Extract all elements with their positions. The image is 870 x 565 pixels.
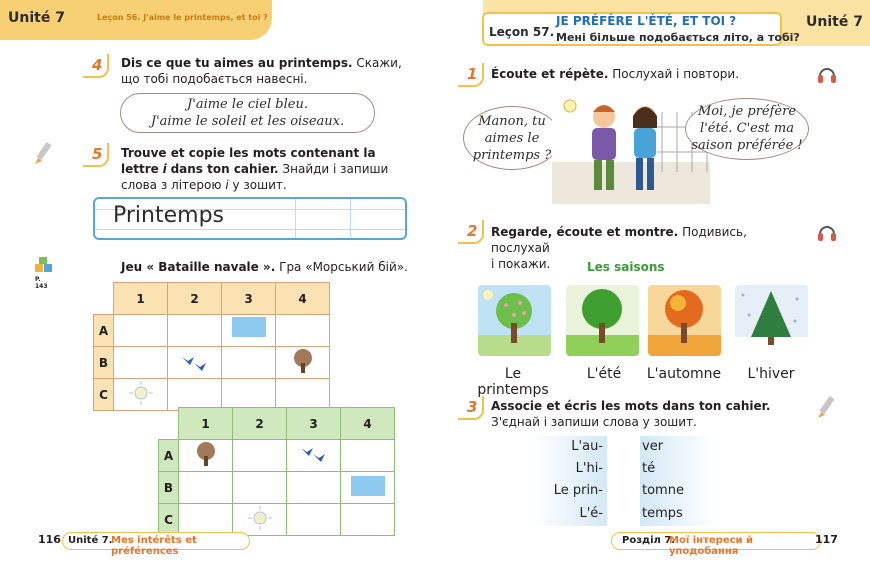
- grid1-cell[interactable]: [276, 315, 330, 347]
- ex5-title-end: dans ton cahier.: [170, 162, 279, 176]
- bubble-left-line2: aimes le: [484, 131, 540, 146]
- ex3-title: Associe et écris les mots dans ton cahier.: [491, 399, 771, 413]
- summer-tree-icon[interactable]: [566, 285, 639, 356]
- match-left-1[interactable]: L'au-: [571, 439, 603, 454]
- game-title: Jeu « Bataille navale ».: [121, 260, 276, 274]
- grid2-cell[interactable]: [179, 504, 233, 536]
- unit-label: Unité 7: [8, 10, 65, 26]
- battleship-grid-2: [158, 407, 395, 536]
- footer-title-left: Mes intérêts et préférences: [111, 535, 197, 557]
- ex5-title-letter: i: [162, 162, 167, 176]
- tree-icon: [191, 441, 221, 467]
- lesson-number: Leçon 57.: [489, 25, 555, 39]
- grid2-col-2: 2: [233, 408, 287, 440]
- grid2-cell[interactable]: [341, 504, 395, 536]
- match-left-3[interactable]: Le prin-: [553, 483, 603, 498]
- ex4-instruction: [121, 55, 411, 87]
- bubble-left-line1: Manon, tu: [478, 114, 546, 129]
- lesson-subtitle: Мені більше подобається літо, а тобі?: [556, 31, 800, 44]
- match-right-2[interactable]: té: [642, 461, 656, 476]
- bubble-right-line3: saison préférée !: [691, 138, 803, 153]
- grid1-cell[interactable]: [114, 315, 168, 347]
- page-ref-badge: [34, 256, 54, 290]
- ex3-number: 3: [467, 398, 478, 416]
- grid1-row-b: B: [94, 347, 114, 379]
- page-ref-text: P. 143: [35, 276, 48, 290]
- grid2-cell[interactable]: [287, 504, 341, 536]
- grid1-cell[interactable]: [222, 347, 276, 379]
- footer-title-right: Мої інтереси й уподобання: [669, 535, 754, 557]
- grid1-col-2: 2: [168, 283, 222, 315]
- ex5-uk-2: у зошит.: [232, 178, 287, 192]
- sky-icon: [231, 317, 267, 341]
- pencil-icon: [816, 396, 836, 420]
- lesson-title: JE PRÉFÈRE L'ÉTÉ, ET TOI ?: [556, 14, 737, 28]
- ex4-number: 4: [92, 56, 103, 74]
- grid2-cell[interactable]: [233, 440, 287, 472]
- page-number-left: 116: [38, 533, 61, 546]
- footer-right: [611, 532, 821, 557]
- abc-blocks-icon: [34, 256, 54, 276]
- grid2-cell[interactable]: [287, 472, 341, 504]
- footer-unit-right: Розділ 7.: [622, 535, 676, 546]
- tree-icon: [288, 348, 318, 374]
- seasons-title: Les saisons: [587, 260, 665, 274]
- grid1-row-a: A: [94, 315, 114, 347]
- grid1-cell[interactable]: [222, 315, 276, 347]
- copybook-line: [93, 197, 407, 240]
- ex5-uk-1: Знайди і запиши слова з літерою: [121, 162, 389, 192]
- ex5-number: 5: [92, 145, 103, 163]
- bubble-left: [463, 106, 561, 170]
- grid2-cell[interactable]: [341, 472, 395, 504]
- grid1-cell[interactable]: [168, 379, 222, 411]
- match-left-4[interactable]: L'é-: [579, 506, 603, 521]
- season-label-winter: L'hiver: [747, 366, 795, 382]
- season-label-spring: Le printemps: [477, 366, 549, 398]
- birds-icon: [297, 442, 331, 466]
- ex1-title: Écoute et répète.: [491, 67, 609, 81]
- ex1-instruction: [491, 66, 791, 82]
- ex3-instruction: [491, 398, 811, 430]
- ex3-number-box: [458, 396, 484, 420]
- bubble-right: [685, 98, 809, 160]
- unit-tab-left: [0, 0, 272, 40]
- grid2-cell[interactable]: [179, 440, 233, 472]
- ex4-bubble-line1: J'aime le ciel bleu.: [187, 97, 308, 112]
- game-instruction: [121, 259, 411, 275]
- ex4-speech-bubble: [120, 93, 375, 133]
- ex1-number-box: [458, 63, 484, 87]
- page-number-right: 117: [815, 533, 838, 546]
- grid1-row-c: C: [94, 379, 114, 411]
- bubble-right-line2: l'été. C'est ma: [700, 121, 794, 136]
- grid1-cell[interactable]: [168, 315, 222, 347]
- pencil-icon: [33, 142, 53, 166]
- ex4-uk: Скажи, що тобі подобається навесні.: [121, 56, 402, 86]
- ex2-uk2: і покажи.: [491, 257, 551, 271]
- footer-unit-left: Unité 7.: [68, 535, 113, 546]
- grid1-cell[interactable]: [114, 379, 168, 411]
- grid2-cell[interactable]: [233, 472, 287, 504]
- game-uk: Гра «Морський бій».: [279, 260, 408, 274]
- bubble-right-line1: Moi, je préfère: [697, 104, 797, 119]
- right-page: [435, 0, 870, 565]
- grid1-cell[interactable]: [168, 347, 222, 379]
- ex1-uk: Послухай і повтори.: [612, 67, 740, 81]
- season-label-autumn: L'automne: [646, 366, 722, 382]
- ex5-title: Trouve et copie les mots contenant la lettre: [121, 146, 376, 176]
- autumn-tree-icon[interactable]: [648, 285, 721, 356]
- ex2-number-box: [458, 220, 484, 244]
- ex3-uk: З'єднай і запиши слова у зошит.: [491, 415, 697, 429]
- ex5-number-box: [83, 143, 109, 167]
- match-right-3[interactable]: tomne: [642, 483, 684, 498]
- battleship-grid-1: [93, 282, 330, 411]
- headphones-icon[interactable]: [816, 63, 838, 85]
- season-label-summer: L'été: [586, 366, 622, 382]
- grid1-cell[interactable]: [222, 379, 276, 411]
- grid1-cell[interactable]: [114, 347, 168, 379]
- footer-left: [62, 532, 250, 557]
- ex5-uk-letter: i: [225, 178, 229, 192]
- ex2-uk1: Подивись, послухай: [491, 225, 747, 255]
- birds-icon: [178, 349, 212, 373]
- grid2-col-3: 3: [287, 408, 341, 440]
- match-right-1[interactable]: ver: [642, 439, 664, 454]
- unit-label-right: Unité 7: [806, 14, 863, 30]
- ex5-instruction: [121, 145, 411, 193]
- ex4-title: Dis ce que tu aimes au printemps.: [121, 56, 353, 70]
- grid1-cell[interactable]: [276, 347, 330, 379]
- grid2-cell[interactable]: [179, 472, 233, 504]
- grid1-col-3: 3: [222, 283, 276, 315]
- spring-tree-icon[interactable]: [478, 285, 551, 356]
- handwriting-word: Printemps: [113, 203, 224, 228]
- grid1-col-1: 1: [114, 283, 168, 315]
- ex4-bubble-line2: J'aime le soleil et les oiseaux.: [150, 114, 345, 129]
- ex2-number: 2: [467, 222, 478, 240]
- match-right-4[interactable]: temps: [642, 506, 683, 521]
- grid2-col-1: 1: [179, 408, 233, 440]
- sun-icon: [247, 505, 273, 531]
- grid2-cell[interactable]: [341, 440, 395, 472]
- grid2-row-a: A: [159, 440, 179, 472]
- grid2-cell[interactable]: [233, 504, 287, 536]
- sun-icon: [128, 380, 154, 406]
- grid2-row-b: B: [159, 472, 179, 504]
- grid1-cell[interactable]: [276, 379, 330, 411]
- ex4-number-box: [83, 54, 109, 78]
- grid2-row-c: C: [159, 504, 179, 536]
- winter-tree-icon[interactable]: [735, 285, 808, 356]
- grid1-col-4: 4: [276, 283, 330, 315]
- lesson-header: Leçon 56. J'aime le printemps, et toi ?: [97, 13, 268, 22]
- ex2-title: Regarde, écoute et montre.: [491, 225, 679, 239]
- bubble-left-line3: printemps ?: [472, 148, 552, 163]
- grid2-col-4: 4: [341, 408, 395, 440]
- match-left-2[interactable]: L'hi-: [575, 461, 603, 476]
- sky-icon: [350, 474, 386, 498]
- headphones-icon[interactable]: [816, 221, 838, 243]
- ex1-number: 1: [467, 65, 478, 83]
- grid2-cell[interactable]: [287, 440, 341, 472]
